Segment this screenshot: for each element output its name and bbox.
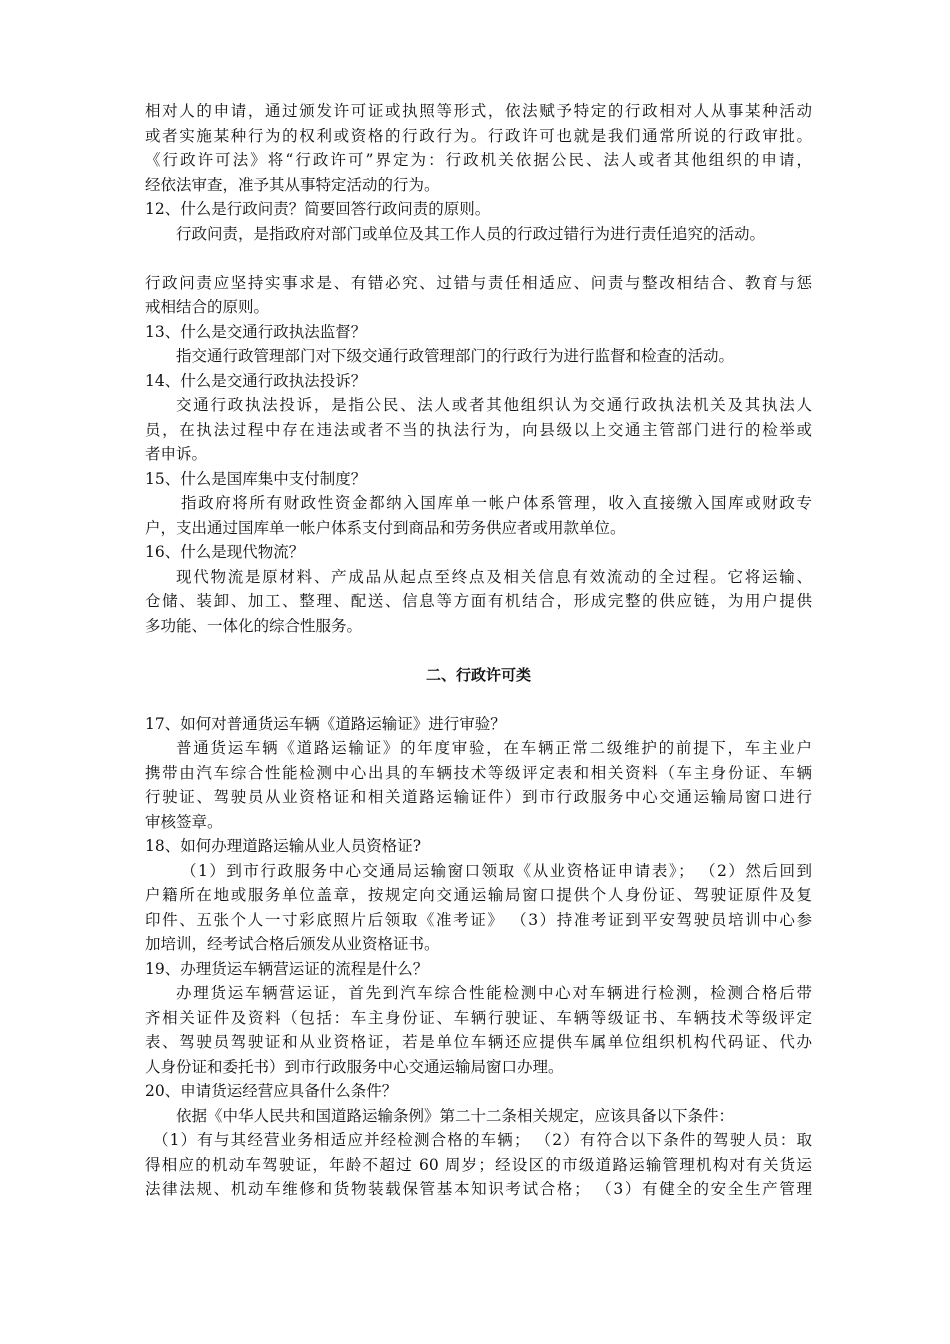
paragraph-line: 行驶证、驾驶员从业资格证和相关道路运输证件）到市行政服务中心交通运输局窗口进行 bbox=[145, 788, 812, 806]
paragraph-line: 审核签章。 bbox=[145, 812, 223, 831]
paragraph-line: 办理货运车辆营运证，首先到汽车综合性能检测中心对车辆进行检测，检测合格后带 bbox=[176, 984, 812, 1002]
question-line: 17、如何对普通货运车辆《道路运输证》进行审验？ bbox=[145, 714, 506, 733]
question-line: 13、什么是交通行政执法监督？ bbox=[145, 322, 367, 341]
paragraph-line: 交通行政执法投诉，是指公民、法人或者其他组织认为交通行政执法机关及其执法人 bbox=[176, 396, 812, 414]
paragraph-line: 经依法审查，准予其从事特定活动的行为。 bbox=[145, 175, 440, 194]
question-line: 12、什么是行政问责？简要回答行政问责的原则。 bbox=[145, 200, 491, 218]
paragraph-line: 加培训，经考试合格后颁发从业资格证书。 bbox=[145, 935, 440, 953]
paragraph-line: 齐相关证件及资料（包括：车主身份证、车辆行驶证、车辆等级证书、车辆技术等级评定 bbox=[145, 1008, 812, 1027]
paragraph-line: 法律法规、机动车维修和货物装载保管基本知识考试合格； （3）有健全的安全生产管理 bbox=[145, 1180, 812, 1198]
paragraph-line: 行政问责应坚持实事求是、有错必究、过错与责任相适应、问责与整改相结合、教育与惩 bbox=[145, 273, 812, 292]
paragraph-line: 户，支出通过国库单一帐户体系支付到商品和劳务供应者或用款单位。 bbox=[145, 518, 626, 537]
paragraph-line: 携带由汽车综合性能检测中心出具的车辆技术等级评定表和相关资料（车主身份证、车辆 bbox=[145, 763, 812, 782]
paragraph-line: 《行政许可法》将“行政许可”界定为：行政机关依据公民、法人或者其他组织的申请， bbox=[145, 151, 812, 169]
paragraph-line: 相对人的申请，通过颁发许可证或执照等形式，依法赋予特定的行政相对人从事某种活动 bbox=[145, 102, 812, 120]
question-line: 20、申请货运经营应具备什么条件？ bbox=[145, 1082, 398, 1100]
paragraph-line: （1）到市行政服务中心交通局运输窗口领取《从业资格证申请表》； （2）然后回到 bbox=[181, 861, 812, 880]
paragraph-line: 多功能、一体化的综合性服务。 bbox=[145, 616, 363, 635]
blank-line bbox=[145, 246, 812, 271]
question-line: 19、办理货运车辆营运证的流程是什么？ bbox=[145, 959, 429, 978]
paragraph-line: 指政府将所有财政性资金都纳入国库单一帐户体系管理，收入直接缴入国库或财政专 bbox=[181, 494, 812, 512]
paragraph-line: 户籍所在地或服务单位盖章，按规定向交通运输局窗口提供个人身份证、驾驶证原件及复 bbox=[145, 886, 812, 904]
paragraph-line: 普通货运车辆《道路运输证》的年度审验，在车辆正常二级维护的前提下，车主业户 bbox=[176, 739, 812, 757]
question-line: 14、什么是交通行政执法投诉？ bbox=[145, 371, 367, 390]
paragraph-line: 指交通行政管理部门对下级交通行政管理部门的行政行为进行监督和检查的活动。 bbox=[176, 347, 735, 365]
paragraph-line: （1）有与其经营业务相适应并经检测合格的车辆； （2）有符合以下条件的驾驶人员：取 bbox=[153, 1131, 812, 1149]
section-heading: 二、行政许可类 bbox=[425, 665, 531, 684]
paragraph-line: 依据《中华人民共和国道路运输条例》第二十二条相关规定，应该具备以下条件： bbox=[176, 1106, 735, 1125]
paragraph-line: 或者实施某种行为的权利或资格的行政行为。行政许可也就是我们通常所说的行政审批。 bbox=[145, 126, 812, 145]
paragraph-line: 现代物流是原材料、产成品从起点至终点及相关信息有效流动的全过程。它将运输、 bbox=[176, 567, 812, 586]
question-line: 15、什么是国库集中支付制度？ bbox=[145, 469, 367, 488]
paragraph-line: 印件、五张个人一寸彩底照片后领取《准考证》 （3）持准考证到平安驾驶员培训中心参 bbox=[145, 910, 812, 929]
paragraph-line: 行政问责，是指政府对部门或单位及其工作人员的行政过错行为进行责任追究的活动。 bbox=[176, 224, 766, 243]
question-line: 16、什么是现代物流？ bbox=[145, 543, 305, 561]
paragraph-line: 人身份证和委托书）到市行政服务中心交通运输局窗口办理。 bbox=[145, 1057, 564, 1076]
paragraph-line: 仓储、装卸、加工、整理、配送、信息等方面有机结合，形成完整的供应链，为用户提供 bbox=[145, 592, 812, 610]
paragraph-line: 者申诉。 bbox=[145, 445, 208, 463]
paragraph-line: 得相应的机动车驾驶证，年龄不超过 60 周岁；经设区的市级道路运输管理机构对有关货运 bbox=[145, 1155, 812, 1174]
blank-line bbox=[145, 638, 812, 663]
blank-line bbox=[145, 687, 812, 712]
paragraph-line: 表、驾驶员驾驶证和从业资格证，若是单位车辆还应提供车属单位组织机构代码证、代办 bbox=[145, 1033, 812, 1051]
paragraph-line: 戒相结合的原则。 bbox=[145, 298, 270, 316]
document-body bbox=[145, 99, 812, 1202]
question-line: 18、如何办理道路运输从业人员资格证? bbox=[145, 837, 422, 855]
paragraph-line: 员，在执法过程中存在违法或者不当的执法行为，向县级以上交通主管部门进行的检举或 bbox=[145, 420, 812, 439]
